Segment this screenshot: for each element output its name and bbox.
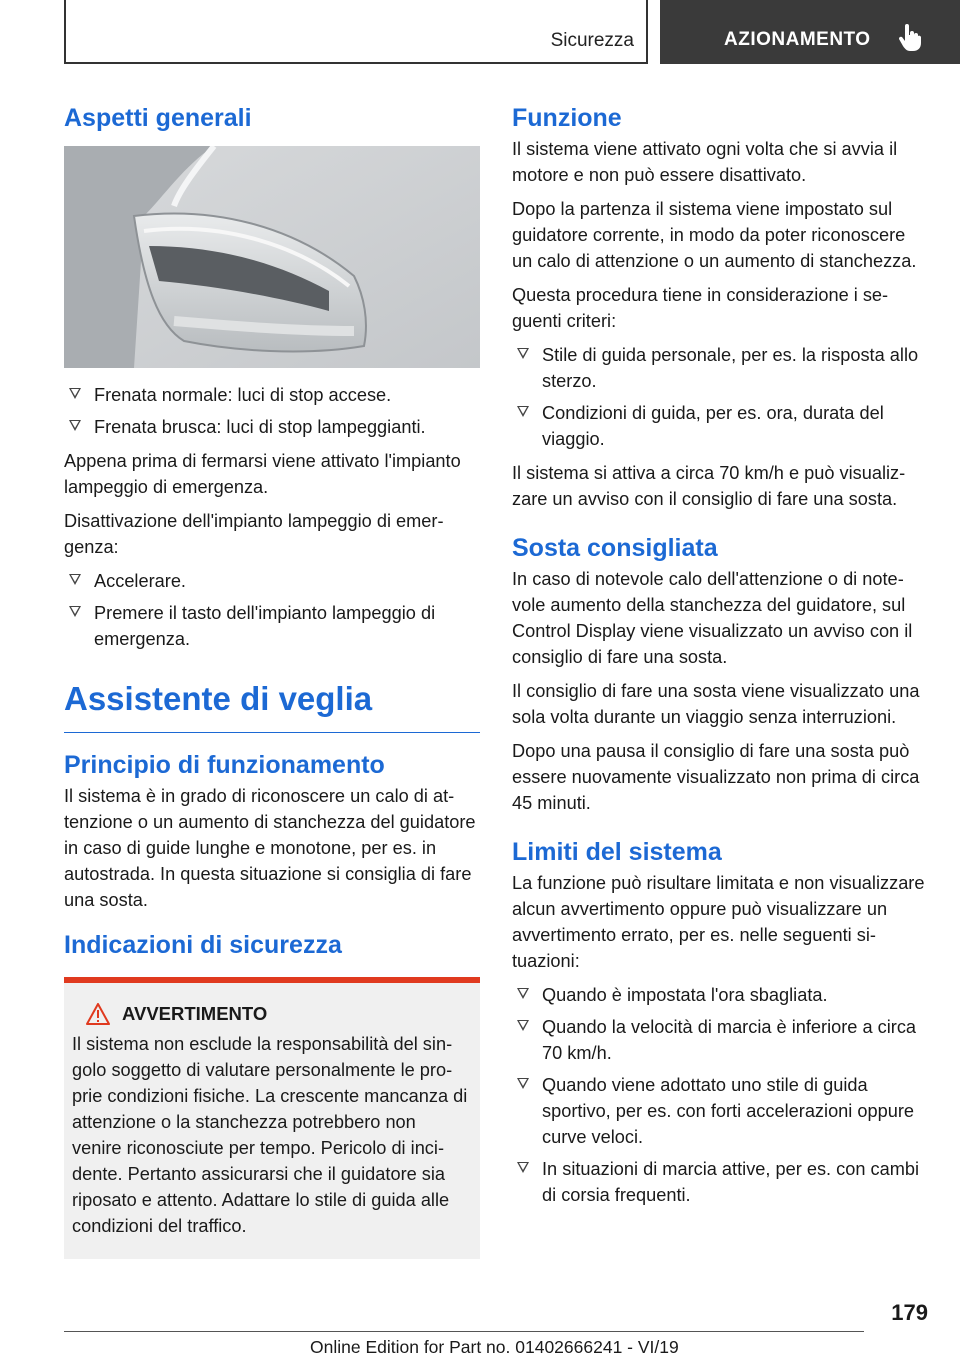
- list-item: Frenata normale: luci di stop accese.: [64, 382, 480, 408]
- list-item: Quando la velocità di marcia è inferiore a circa 70 km/h.: [512, 1014, 928, 1066]
- bullet-triangle-icon: [517, 1020, 529, 1031]
- paragraph: Dopo la partenza il sistema viene impostato sul guidatore corrente, in modo da poter riconoscere un calo di attenzione o un aumento di stanchezza.: [512, 199, 917, 271]
- paragraph: Il sistema è in grado di riconoscere un calo di attenzione o un aumento di stanchezza del guidatore in caso di guide lunghe e monotone, per es. in autostrada. In questa situazione si consiglia di fare una sosta.: [64, 786, 476, 910]
- right-column: [512, 100, 928, 1216]
- paragraph: Il consiglio di fare una sosta viene visualizzato una sola volta durante un viaggio senza interruzioni.: [512, 681, 920, 727]
- bullet-triangle-icon: [517, 1162, 529, 1173]
- warning-header: [72, 1003, 470, 1025]
- paragraph: Questa procedura tiene in considerazione i seguenti criteri:: [512, 285, 889, 331]
- tail-light-photo: [64, 146, 480, 368]
- bullet-triangle-icon: [69, 388, 81, 399]
- footer-divider: [64, 1331, 864, 1332]
- safety-title: Indicazioni di sicurezza: [64, 931, 342, 959]
- bullet-triangle-icon: [69, 606, 81, 617]
- main-title: Assistente di veglia: [64, 674, 480, 733]
- stop-title: Sosta consigliata: [512, 534, 718, 562]
- paragraph: La funzione può risultare limitata e non visualizzare alcun avvertimento oppure può visualizzare un avvertimento errato, per es. nelle seguenti situazioni:: [512, 873, 925, 971]
- warning-text: Il sistema non esclude la responsabilità del singolo soggetto di valutare personalmente le proprie condizioni fisiche. La crescente mancanza di attenzione o la stanchezza potrebbero non venire riconosciute per tempo. Pericolo di incidente. Pertanto assicurarsi che il guidatore sia riposato e attento. Adattare lo stile di guida alle condizioni del traffico.: [72, 1034, 468, 1236]
- header-section: Sicurezza: [550, 30, 634, 51]
- warning-triangle-icon: [86, 1003, 110, 1025]
- hand-pointer-icon: [898, 24, 922, 52]
- deactivation-list: [64, 568, 480, 652]
- list-item: Premere il tasto dell'impianto lampeggio di emergenza.: [64, 600, 480, 652]
- footer-edition: Online Edition for Part no. 01402666241 - VI/19: [310, 1337, 679, 1357]
- paragraph: In caso di notevole calo dell'attenzione o di notevole aumento della stanchezza del guidatore, sul Control Display viene visualizzato un avviso con il consiglio di fare una sosta.: [512, 569, 913, 667]
- general-list: [64, 382, 480, 440]
- list-item: Accelerare.: [64, 568, 480, 594]
- paragraph: Disattivazione dell'impianto lampeggio di emergenza:: [64, 511, 444, 557]
- paragraph: Appena prima di fermarsi viene attivato l'impianto lampeggio di emergenza.: [64, 451, 461, 497]
- bullet-triangle-icon: [517, 348, 529, 359]
- list-item: In situazioni di marcia attive, per es. con cambi di corsia frequenti.: [512, 1156, 928, 1208]
- criteria-list: [512, 342, 928, 452]
- limits-title: Limiti del sistema: [512, 838, 722, 866]
- list-item: Condizioni di guida, per es. ora, durata del viaggio.: [512, 400, 928, 452]
- list-item: Stile di guida personale, per es. la risposta allo sterzo.: [512, 342, 928, 394]
- list-item: Quando viene adottato uno stile di guida sportivo, per es. con forti accelerazioni oppure curve veloci.: [512, 1072, 928, 1150]
- paragraph: Dopo una pausa il consiglio di fare una sosta può essere nuovamente visualizzato non prima di circa 45 minuti.: [512, 741, 920, 813]
- function-title: Funzione: [512, 104, 622, 132]
- general-title: Aspetti generali: [64, 104, 252, 132]
- list-item: Frenata brusca: luci di stop lampeggianti.: [64, 414, 480, 440]
- bullet-triangle-icon: [517, 406, 529, 417]
- paragraph: Il sistema si attiva a circa 70 km/h e può visualizzare un avviso con il consiglio di fare una sosta.: [512, 463, 906, 509]
- header-section-box: [64, 0, 648, 64]
- bullet-triangle-icon: [69, 420, 81, 431]
- warning-box: [64, 977, 480, 1259]
- bullet-triangle-icon: [69, 574, 81, 585]
- paragraph: Il sistema viene attivato ogni volta che si avvia il motore e non può essere disattivato.: [512, 139, 898, 185]
- page-number: 179: [891, 1300, 928, 1325]
- warning-title: AVVERTIMENTO: [122, 1003, 268, 1024]
- bullet-triangle-icon: [517, 988, 529, 999]
- left-column: [64, 100, 480, 1259]
- limits-list: [512, 982, 928, 1208]
- list-item: Quando è impostata l'ora sbagliata.: [512, 982, 928, 1008]
- principle-title: Principio di funzionamento: [64, 751, 385, 779]
- header-chapter-box: [660, 0, 960, 64]
- header-chapter: AZIONAMENTO: [724, 29, 871, 50]
- bullet-triangle-icon: [517, 1078, 529, 1089]
